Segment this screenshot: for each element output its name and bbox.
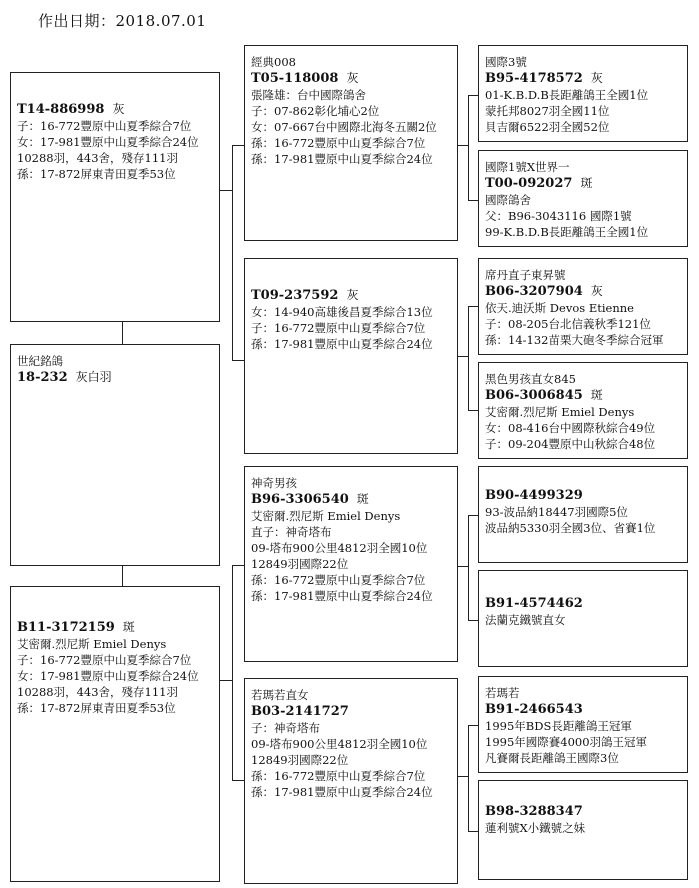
bird-name: 經典008 — [251, 55, 296, 69]
connector — [458, 356, 468, 357]
ring-number: T05-118008 — [251, 71, 339, 86]
record-line: 艾密爾.烈尼斯 Emiel Denys — [17, 637, 167, 651]
bird-name: 世紀銘鴿 — [17, 354, 63, 368]
connector — [232, 360, 244, 361]
record-line: 貝吉爾6522羽全國52位 — [485, 120, 610, 134]
bird-name: 若瑪若直女 — [251, 688, 309, 702]
connector — [232, 780, 244, 781]
record-line: 12849羽國際22位 — [251, 557, 349, 571]
record-line: 法蘭克鐵號直女 — [485, 613, 566, 627]
paternal-granddam-box — [244, 258, 458, 454]
connector — [458, 145, 468, 146]
connector — [468, 831, 478, 832]
dam-box — [10, 586, 220, 882]
record-line: 波品納5330羽全國3位、省賽1位 — [485, 521, 656, 535]
record-line: 艾密爾.烈尼斯 Emiel Denys — [251, 509, 401, 523]
feather-color: 斑 — [356, 492, 369, 506]
feather-color: 灰 — [590, 284, 603, 298]
connector — [468, 410, 478, 411]
ggp-box-4 — [478, 362, 688, 459]
ring-id-row — [485, 803, 681, 820]
record-line: 女：08-416台中國際秋綜合49位 — [485, 421, 656, 435]
record-line: 孫：17-872屏東青田夏季53位 — [17, 167, 176, 181]
feather-color: 灰白羽 — [75, 370, 112, 384]
connector — [220, 680, 232, 681]
record-line: 10288羽，443舍，殘存111羽 — [17, 685, 178, 699]
feather-color: 斑 — [590, 388, 603, 402]
record-line: 孫：17-981豐原中山夏季綜合24位 — [251, 152, 433, 166]
record-line: 孫：16-772豐原中山夏季綜合7位 — [251, 136, 426, 150]
ring-id-row — [485, 595, 681, 612]
bird-name: 國際3號 — [485, 55, 527, 69]
ggp-box-1 — [478, 45, 688, 142]
record-line: 孫：14-132苗栗大砲冬季綜合冠軍 — [485, 333, 664, 347]
connector — [468, 620, 478, 621]
record-line: 10288羽，443舍，殘存111羽 — [17, 151, 178, 165]
record-line: 孫：17-872屏東青田夏季53位 — [17, 701, 176, 715]
feather-color: 斑 — [580, 176, 593, 190]
record-line: 國際鴿舍 — [485, 193, 531, 207]
connector — [468, 515, 478, 516]
ring-id-row — [485, 487, 681, 504]
record-line: 子：神奇塔布 — [251, 721, 320, 735]
bird-name: 黑色男孩直女845 — [485, 372, 576, 386]
record-line: 孫：17-981豐原中山夏季綜合24位 — [251, 785, 433, 799]
record-line: 子：07-862彰化埔心2位 — [251, 104, 380, 118]
bird-name: 國際1號X世界一 — [485, 160, 570, 174]
ring-number: B98-3288347 — [485, 804, 583, 819]
record-line: 女：14-940高雄後昌夏季綜合13位 — [251, 305, 433, 319]
maternal-granddam-box — [244, 678, 458, 884]
ggp-box-5 — [478, 466, 688, 563]
ring-number: B06-3207904 — [485, 284, 583, 299]
connector — [468, 306, 469, 410]
ring-number: 18-232 — [17, 370, 68, 385]
feather-color: 灰 — [590, 71, 603, 85]
ring-id-row — [17, 619, 213, 636]
maternal-grandsire-box — [244, 466, 458, 662]
ring-id-row — [485, 283, 681, 300]
record-line: 蒙托邦8027羽全國11位 — [485, 104, 610, 118]
ggp-box-2 — [478, 150, 688, 247]
record-line: 孫：16-772豐原中山夏季綜合7位 — [251, 769, 426, 783]
record-line: 孫：16-772豐原中山夏季綜合7位 — [251, 573, 426, 587]
record-line: 女：17-981豐原中山夏季綜合24位 — [17, 669, 199, 683]
connector — [468, 725, 478, 726]
ring-number: B96-3306540 — [251, 492, 349, 507]
ring-id-row — [485, 175, 681, 192]
record-line: 1995年國際賽4000羽鴿王冠軍 — [485, 735, 648, 749]
record-line: 父：B96-3043116 國際1號 — [485, 209, 632, 223]
ring-number: T00-092027 — [485, 176, 573, 191]
record-line: 蓮利號X小鐵號之妹 — [485, 821, 586, 835]
feather-color: 灰 — [112, 102, 125, 116]
ring-id-row — [251, 70, 451, 87]
record-line: 子：16-772豐原中山夏季綜合7位 — [17, 653, 192, 667]
ring-id-row — [251, 287, 451, 304]
ring-number: B90-4499329 — [485, 488, 583, 503]
connector — [468, 515, 469, 620]
ggp-box-6 — [478, 570, 688, 667]
connector — [468, 200, 478, 201]
ring-id-row — [251, 491, 451, 508]
record-line: 01-K.B.D.B長距離鴿王全國1位 — [485, 88, 649, 102]
ring-number: T14-886998 — [17, 102, 105, 117]
record-line: 張隆雄：台中國際鴿舍 — [251, 88, 366, 102]
record-line: 子：16-772豐原中山夏季綜合7位 — [251, 321, 426, 335]
record-line: 12849羽國際22位 — [251, 753, 349, 767]
ring-id-row — [251, 703, 451, 720]
record-line: 凡賽爾長距離鴿王國際3位 — [485, 751, 619, 765]
creation-date: 作出日期：2018.07.01 — [38, 12, 207, 30]
record-line: 子：16-772豐原中山夏季綜合7位 — [17, 119, 192, 133]
connector — [458, 566, 468, 567]
connector — [232, 145, 233, 360]
ggp-box-8 — [478, 780, 688, 880]
ring-id-row — [485, 701, 681, 718]
connector — [468, 95, 478, 96]
bird-name: 席丹直子東昇號 — [485, 268, 566, 282]
record-line: 1995年BDS長距離鴿王冠軍 — [485, 719, 632, 733]
record-line: 直子：神奇塔布 — [251, 525, 332, 539]
paternal-grandsire-box — [244, 45, 458, 241]
ring-id-row — [17, 369, 213, 386]
record-line: 女：07-667台中國際北海冬五關2位 — [251, 120, 437, 134]
connector — [122, 566, 123, 586]
record-line: 女：17-981豐原中山夏季綜合24位 — [17, 135, 199, 149]
connector — [458, 776, 468, 777]
record-line: 93-波品納18447羽國際5位 — [485, 505, 628, 519]
ring-number: B95-4178572 — [485, 71, 583, 86]
ring-number: B06-3006845 — [485, 388, 583, 403]
ggp-box-7 — [478, 676, 688, 773]
bird-name: 若瑪若 — [485, 686, 520, 700]
subject-box — [10, 344, 220, 566]
ring-id-row — [17, 101, 213, 118]
ring-number: B11-3172159 — [17, 620, 115, 635]
feather-color: 灰 — [346, 71, 359, 85]
bird-name: 神奇男孩 — [251, 476, 297, 490]
ring-number: B91-4574462 — [485, 596, 583, 611]
connector — [220, 190, 232, 191]
connector — [468, 725, 469, 831]
ring-number: T09-237592 — [251, 288, 339, 303]
connector — [232, 565, 244, 566]
ring-number: B03-2141727 — [251, 704, 349, 719]
record-line: 子：08-205台北信義秋季121位 — [485, 317, 651, 331]
record-line: 99-K.B.D.B長距離鴿王全國1位 — [485, 225, 649, 239]
record-line: 艾密爾.烈尼斯 Emiel Denys — [485, 405, 635, 419]
connector — [232, 145, 244, 146]
record-line: 孫：17-981豐原中山夏季綜合24位 — [251, 337, 433, 351]
record-line: 09-塔布900公里4812羽全國10位 — [251, 737, 428, 751]
connector — [468, 306, 478, 307]
connector — [468, 95, 469, 200]
connector — [232, 565, 233, 780]
record-line: 依天.迪沃斯 Devos Etienne — [485, 301, 634, 315]
ring-number: B91-2466543 — [485, 702, 583, 717]
ggp-box-3 — [478, 258, 688, 355]
connector — [122, 322, 123, 344]
sire-box — [10, 72, 220, 322]
ring-id-row — [485, 70, 681, 87]
record-line: 09-塔布900公里4812羽全國10位 — [251, 541, 428, 555]
record-line: 子：09-204豐原中山秋綜合48位 — [485, 437, 656, 451]
ring-id-row — [485, 387, 681, 404]
feather-color: 斑 — [122, 620, 135, 634]
feather-color: 灰 — [346, 288, 359, 302]
record-line: 孫：17-981豐原中山夏季綜合24位 — [251, 589, 433, 603]
